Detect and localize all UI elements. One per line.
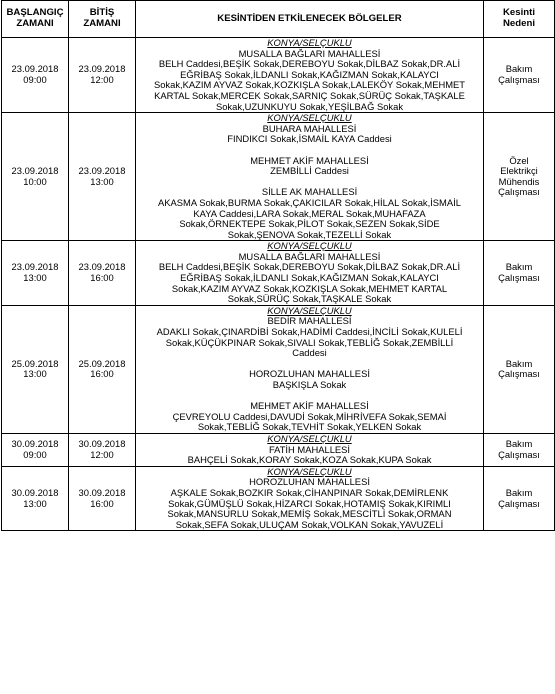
- region-line: Sokak,KAZIM AYVAZ Sokak,KOZKIŞLA Sokak,LALEKÖY Sokak,MEHMET: [153, 79, 466, 91]
- region-line: FINDIKCI Sokak,İSMAİL KAYA Caddesi: [227, 133, 392, 145]
- region-line: Sokak,GÜMÜŞLÜ Sokak,HİZARCI Sokak,HOTAMIŞ Sokak,KIRIMLI: [168, 497, 451, 509]
- start-time-line: 13:00: [23, 272, 47, 284]
- region-line: HOROZLUHAN MAHALLESİ: [249, 476, 370, 488]
- region-line: Sokak,ŞENOVA Sokak,TEZELLİ Sokak: [227, 228, 392, 240]
- regions-cell: [136, 433, 484, 466]
- end-time-line: 30.09.2018: [78, 486, 126, 498]
- start-time-cell: [2, 305, 69, 433]
- start-time-line: 09:00: [23, 448, 47, 460]
- reason-cell: [484, 433, 555, 466]
- table-row: [2, 466, 555, 531]
- end-time-cell: [69, 305, 136, 433]
- end-time-cell: [69, 241, 136, 306]
- regions-cell: [136, 113, 484, 241]
- reason-line: Çalışması: [498, 368, 540, 380]
- region-line: KAYA Caddesi,LARA Sokak,MERAL Sokak,MUHAFAZA: [193, 207, 426, 219]
- end-time-line: 23.09.2018: [78, 63, 126, 75]
- reason-line: Mühendis: [498, 175, 540, 187]
- start-time-line: 30.09.2018: [11, 438, 59, 450]
- city-label: KONYA/SELÇUKLU: [267, 37, 352, 48]
- reason-cell: [484, 38, 555, 113]
- region-line: BELH Caddesi,BEŞİK Sokak,DEREBOYU Sokak,DİLBAZ Sokak,DR.ALİ: [158, 261, 461, 273]
- table-row: [2, 433, 555, 466]
- region-line: BAHÇELİ Sokak,KORAY Sokak,KOZA Sokak,KUPA Sokak: [187, 454, 432, 466]
- header-reason: Kesinti Nedeni: [484, 1, 555, 38]
- region-line: HOROZLUHAN MAHALLESİ: [249, 368, 370, 380]
- end-time-line: 13:00: [90, 175, 114, 187]
- start-time-line: 23.09.2018: [11, 165, 59, 177]
- end-time-line: 12:00: [90, 448, 114, 460]
- region-line: Sokak,UZUNKUYU Sokak,YEŞİLBAĞ Sokak: [215, 100, 404, 112]
- reason-line: Bakım: [505, 357, 533, 369]
- region-line: KARTAL Sokak,MERCEK Sokak,SARNIÇ Sokak,SÜRÜÇ Sokak,TAŞKALE: [154, 89, 465, 101]
- region-line: FATİH MAHALLESİ: [268, 443, 351, 455]
- end-time-line: 16:00: [90, 272, 114, 284]
- start-time-line: 23.09.2018: [11, 63, 59, 75]
- region-line: MUSALLA BAĞLARI MAHALLESİ: [238, 47, 381, 59]
- header-row: [2, 1, 555, 38]
- table-body: [2, 38, 555, 531]
- region-line: SİLLE AK MAHALLESİ: [261, 186, 358, 198]
- end-time-line: 23.09.2018: [78, 261, 126, 273]
- end-time-line: 25.09.2018: [78, 357, 126, 369]
- header-start: BAŞLANGIÇ ZAMANI: [2, 1, 69, 38]
- start-time-cell: [2, 38, 69, 113]
- reason-line: Çalışması: [498, 186, 540, 198]
- region-line: MUSALLA BAĞLARI MAHALLESİ: [238, 250, 381, 262]
- start-time-line: 10:00: [23, 175, 47, 187]
- end-time-cell: [69, 466, 136, 531]
- reason-line: Bakım: [505, 486, 533, 498]
- outage-table: [1, 0, 555, 531]
- table-row: [2, 38, 555, 113]
- reason-line: Çalışması: [498, 448, 540, 460]
- region-line: ZEMBİLLİ Caddesi: [270, 165, 349, 177]
- end-time-line: 16:00: [90, 368, 114, 380]
- reason-line: Elektrikçi: [500, 165, 538, 177]
- reason-line: Bakım: [505, 438, 533, 450]
- region-line: BUHARA MAHALLESİ: [262, 122, 357, 134]
- table-row: [2, 305, 555, 433]
- region-line: Sokak,MANSURLU Sokak,MEMİŞ Sokak,MESCİTLİ Sokak,ORMAN: [167, 508, 452, 520]
- city-label: KONYA/SELÇUKLU: [267, 465, 352, 477]
- region-line: Sokak,SÜRÜÇ Sokak,TAŞKALE Sokak: [227, 293, 392, 305]
- region-line: MEHMET AKİF MAHALLESİ: [250, 400, 369, 412]
- start-time-line: 25.09.2018: [11, 357, 59, 369]
- region-line: Sokak,ÖRNEKTEPE Sokak,PİLOT Sokak,SEZEN Sokak,SİDE: [179, 218, 440, 230]
- city-label: KONYA/SELÇUKLU: [267, 432, 352, 444]
- start-time-line: 23.09.2018: [11, 261, 59, 273]
- region-line: BELH Caddesi,BEŞİK Sokak,DEREBOYU Sokak,DİLBAZ Sokak,DR.ALİ: [158, 58, 461, 70]
- city-label: KONYA/SELÇUKLU: [267, 112, 352, 124]
- region-line: Sokak,SEFA Sokak,ULUÇAM Sokak,VOLKAN Sokak,YAVUZELİ: [175, 518, 444, 530]
- region-line: Sokak,KAZIM AYVAZ Sokak,KOZKIŞLA Sokak,MEHMET KARTAL: [171, 282, 448, 294]
- region-line: EĞRİBAŞ Sokak,İLDANLI Sokak,KAĞIZMAN Sokak,KALAYCI: [180, 272, 439, 284]
- reason-cell: [484, 241, 555, 306]
- end-time-line: 30.09.2018: [78, 438, 126, 450]
- region-line: AKASMA Sokak,BURMA Sokak,ÇAKICILAR Sokak,HİLAL Sokak,İSMAİL: [158, 196, 461, 208]
- reason-line: Çalışması: [498, 272, 540, 284]
- reason-cell: [484, 466, 555, 531]
- reason-line: Çalışması: [498, 497, 540, 509]
- reason-line: Özel: [509, 154, 529, 166]
- regions-cell: [136, 38, 484, 113]
- region-line: ADAKLI Sokak,ÇINARDİBİ Sokak,HADİMİ Caddesi,İNCİLİ Sokak,KULELİ: [156, 326, 463, 338]
- region-line: AŞKALE Sokak,BOZKIR Sokak,CİHANPINAR Sokak,DEMİRLENK: [170, 486, 449, 498]
- region-line: EĞRİBAŞ Sokak,İLDANLI Sokak,KAĞIZMAN Sokak,KALAYCI: [180, 68, 439, 80]
- start-time-cell: [2, 433, 69, 466]
- region-line: ÇEVREYOLU Caddesi,DAVUDİ Sokak,MİHRİVEFA Sokak,SEMAİ: [172, 410, 447, 422]
- end-time-cell: [69, 38, 136, 113]
- table-row: [2, 241, 555, 306]
- region-line: MEHMET AKİF MAHALLESİ: [250, 154, 369, 166]
- end-time-line: 12:00: [90, 74, 114, 86]
- regions-cell: [136, 241, 484, 306]
- city-label: KONYA/SELÇUKLU: [267, 240, 352, 252]
- start-time-line: 09:00: [23, 74, 47, 86]
- start-time-cell: [2, 241, 69, 306]
- regions-cell: [136, 305, 484, 433]
- reason-line: Çalışması: [498, 74, 540, 86]
- end-time-cell: [69, 433, 136, 466]
- region-line: Sokak,KÜÇÜKPINAR Sokak,SIVALI Sokak,TEBLİĞ Sokak,ZEMBİLLİ: [165, 336, 454, 348]
- city-label: KONYA/SELÇUKLU: [267, 304, 352, 316]
- header-end: BİTİŞ ZAMANI: [69, 1, 136, 38]
- table-row: [2, 113, 555, 241]
- start-time-cell: [2, 466, 69, 531]
- region-line: BEDİR MAHALLESİ: [267, 315, 352, 327]
- region-line: BAŞKIŞLA Sokak: [272, 379, 347, 390]
- start-time-line: 30.09.2018: [11, 486, 59, 498]
- reason-cell: [484, 305, 555, 433]
- start-time-line: 13:00: [23, 497, 47, 509]
- end-time-line: 16:00: [90, 497, 114, 509]
- end-time-cell: [69, 113, 136, 241]
- header-regions: KESİNTİDEN ETKİLENECEK BÖLGELER: [136, 1, 484, 38]
- reason-line: Bakım: [505, 63, 533, 75]
- reason-cell: [484, 113, 555, 241]
- region-line: Sokak,TEBLİĞ Sokak,TEVHİT Sokak,YELKEN Sokak: [197, 421, 422, 433]
- end-time-line: 23.09.2018: [78, 165, 126, 177]
- region-line: Caddesi: [292, 347, 327, 359]
- reason-line: Bakım: [505, 261, 533, 273]
- regions-cell: [136, 466, 484, 531]
- start-time-cell: [2, 113, 69, 241]
- spacer: [139, 145, 480, 156]
- start-time-line: 13:00: [23, 368, 47, 380]
